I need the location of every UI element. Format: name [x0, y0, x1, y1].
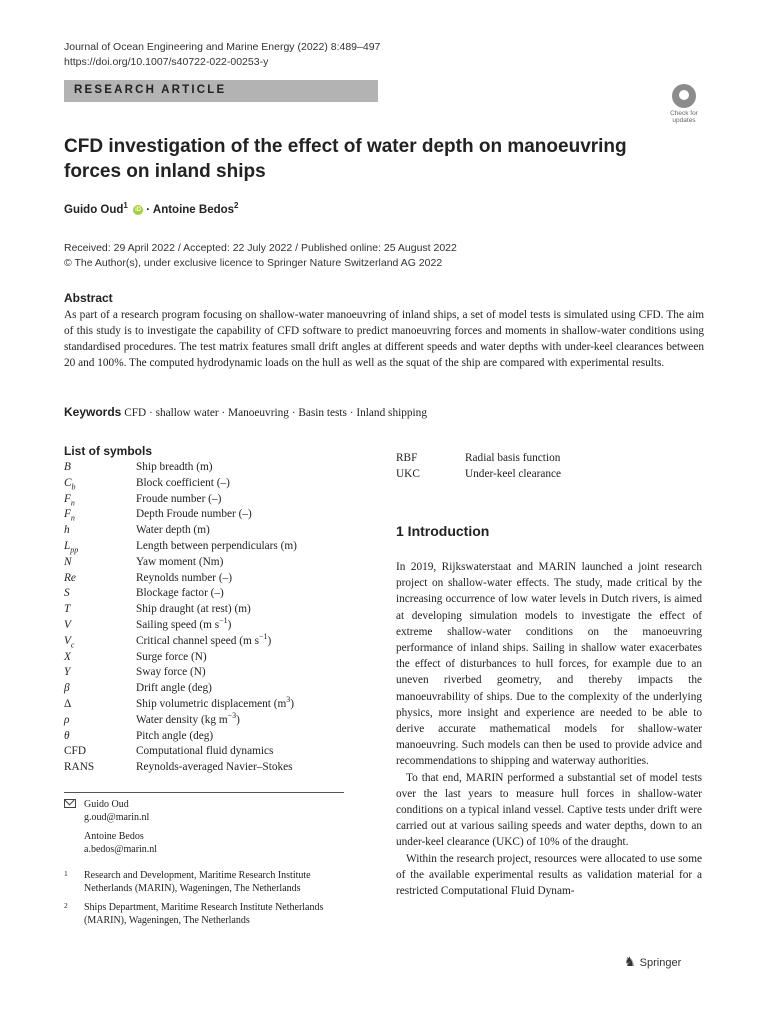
symbol-description-text: Critical channel speed (m s	[136, 634, 259, 647]
symbol-description-text: Drift angle (deg)	[136, 682, 212, 695]
check-updates-line1: Check for	[670, 110, 698, 117]
symbol-description-tail: )	[236, 713, 240, 726]
symbols-table-left	[64, 460, 364, 776]
symbol-row	[64, 697, 364, 713]
symbol-description-text: Sway force (N)	[136, 666, 206, 679]
intro-paragraph: To that end, MARIN performed a substantial set of model tests over the last years to measure hull forces in shallow-water conditions on a typical inland vessel. Captive tests under drift were carried out at various sailing speeds and water depths, down to an under-keel clearance (UKC) of 10% of the draught.	[396, 771, 702, 849]
symbol-letter: RBF	[396, 452, 418, 464]
symbol-letter: h	[64, 524, 70, 537]
symbol-unit-exponent: −1	[258, 632, 268, 641]
copyright-line: © The Author(s), under exclusive licence to Springer Nature Switzerland AG 2022	[64, 257, 443, 269]
check-updates-line2: updates	[672, 117, 696, 124]
symbol-row	[64, 507, 364, 523]
symbol-letter: θ	[64, 729, 70, 742]
symbol-description-text: Reynolds-averaged Navier–Stokes	[136, 761, 293, 774]
symbol	[64, 650, 71, 666]
symbol-description	[465, 451, 560, 467]
history-dates: Received: 29 April 2022 / Accepted: 22 July 2022 / Published online: 25 August 2022	[64, 242, 457, 254]
symbol-description-tail: )	[290, 697, 295, 710]
abstract-text: As part of a research program focusing on shallow-water manoeuvring of inland ships, a set of model tests is simulated using CFD. The aim of this study is to investigate the capability of CFD software to predict manoeuvring forces and moments in shallow-water conditions using standardised procedures. The test matrix features small drift angles at different speeds and water depths with under-keel clearances between 20 and 100%. The computed hydrodynamic loads on the hull as well as the squat of the ship are compared with experimental results.	[64, 309, 704, 369]
symbol-row	[64, 586, 364, 602]
symbol	[64, 602, 70, 618]
symbol-letter: UKC	[396, 467, 420, 480]
symbol	[64, 539, 78, 555]
journal-header	[64, 40, 380, 70]
footnote-rule	[64, 792, 344, 793]
symbol-description-text: Sailing speed (m s	[136, 618, 220, 631]
symbol-unit-exponent: −1	[219, 616, 228, 626]
symbol-letter: F	[64, 492, 71, 505]
symbol-letter: F	[64, 508, 71, 521]
affiliation-number: 2	[64, 901, 68, 910]
symbol-row	[64, 460, 364, 476]
symbol-description-text: Surge force (N)	[136, 650, 207, 663]
symbol-row	[64, 476, 364, 492]
symbol-row	[64, 681, 364, 697]
author-separator: ·	[146, 204, 151, 216]
symbol-row	[64, 555, 364, 571]
correspondence-email[interactable]: g.oud@marin.nl	[84, 812, 150, 823]
envelope-icon	[64, 799, 76, 808]
springer-knight-icon: ♞	[624, 954, 636, 969]
symbol-description	[136, 650, 207, 666]
symbol-subscript: n	[70, 513, 75, 523]
symbol-letter: B	[64, 461, 71, 473]
symbol	[64, 507, 75, 523]
symbol-letter: Δ	[64, 697, 72, 710]
author-name: Guido Oud	[64, 204, 124, 216]
paper-title: CFD investigation of the effect of water depth on manoeuvring forces on inland ships	[64, 136, 627, 182]
symbol	[396, 467, 420, 483]
symbol-letter: N	[64, 555, 72, 568]
symbol-subscript: n	[70, 497, 75, 507]
symbol-row	[64, 744, 364, 760]
symbol-description	[136, 602, 251, 618]
symbol-unit-exponent: 3	[286, 695, 291, 705]
symbol	[64, 492, 75, 508]
symbol-row	[64, 492, 364, 508]
symbol	[64, 697, 71, 713]
correspondence-name: Guido Oud	[84, 799, 129, 810]
introduction-heading: 1 Introduction	[396, 523, 490, 539]
symbol	[64, 665, 70, 681]
publisher-mark	[624, 954, 681, 970]
symbol-description	[136, 586, 224, 602]
symbol-row	[64, 571, 364, 587]
symbol-description-text: Ship draught (at rest) (m)	[136, 603, 251, 616]
symbol-description	[136, 476, 230, 492]
affiliation-line: Ships Department, Maritime Research Institute Netherlands	[84, 902, 324, 913]
doi-link[interactable]: https://doi.org/10.1007/s40722-022-00253-y	[64, 56, 269, 68]
symbol-description-text: Water depth (m)	[136, 524, 210, 537]
affiliation-number: 1	[64, 869, 68, 878]
symbol-row	[64, 618, 364, 634]
symbol-description-text: Under-keel clearance	[465, 467, 562, 480]
symbol-description	[136, 744, 273, 760]
abstract-heading: Abstract	[64, 291, 113, 305]
symbol-row	[396, 467, 696, 483]
symbol-row	[64, 523, 364, 539]
symbols-heading: List of symbols	[64, 444, 153, 458]
symbol-row	[64, 650, 364, 666]
symbol-description	[136, 618, 231, 634]
symbol-description-text: Pitch angle (deg)	[136, 729, 214, 742]
keywords-heading: Keywords	[64, 405, 122, 419]
symbol-row	[396, 451, 696, 467]
symbol-description-text: Radial basis function	[465, 452, 561, 464]
symbol-description	[136, 634, 271, 650]
symbol	[64, 460, 71, 476]
symbol-description-tail: )	[227, 618, 232, 631]
symbol-description	[136, 539, 297, 555]
symbol-description-text: Depth Froude number (–)	[136, 508, 252, 521]
symbol-letter: ρ	[64, 713, 70, 726]
symbols-table-right	[396, 451, 696, 483]
symbol-row	[64, 665, 364, 681]
symbol-description	[136, 571, 232, 587]
affiliation-line: Netherlands (MARIN), Wageningen, The Netherlands	[84, 883, 301, 894]
symbol-description-text: Reynolds number (–)	[136, 571, 233, 584]
symbol-subscript: c	[70, 640, 75, 650]
symbol	[396, 451, 417, 467]
symbol-letter: V	[64, 634, 71, 647]
correspondence-name: Antoine Bedos	[84, 831, 144, 842]
symbol-description	[136, 729, 213, 745]
symbol-row	[64, 602, 364, 618]
symbol-description	[136, 710, 240, 729]
symbol-row	[64, 729, 364, 745]
author-list	[64, 201, 239, 216]
symbol	[64, 634, 74, 650]
symbol	[64, 586, 70, 602]
symbol	[64, 476, 76, 492]
symbol-letter: S	[64, 587, 70, 600]
symbol	[64, 523, 70, 539]
journal-citation: Journal of Ocean Engineering and Marine Energy (2022) 8:489–497	[64, 41, 381, 53]
symbol-row	[64, 634, 364, 650]
intro-paragraph: In 2019, Rijkswaterstaat and MARIN launched a joint research project on shallow-water effects. The study, made critical by the increasing occurrence of low water levels in Dutch rivers, is aimed at developing simulation models to investigate the effect of extreme shallow-water conditions on the manoeuvring performance of inland ships. Sailing in shallow water exacerbates the effect of disturbances to hull forces, for example due to an uneven riverbed geometry, and thereby impacts the manoeuvrability of ships. Due to the complexity of the underlying physics, more insight and experience are needed to be able to derive accurate mathematical models for shallow-water manoeuvring. Such models can then be used to provide advice and recommendations to shipping and waterway authorities.	[396, 561, 702, 768]
author-name: Antoine Bedos	[152, 204, 235, 216]
symbol	[64, 555, 72, 571]
symbol-description	[465, 467, 561, 483]
symbol	[64, 571, 76, 587]
symbol-description	[136, 507, 252, 523]
symbol-description	[136, 492, 221, 508]
symbol-letter: T	[64, 603, 71, 616]
symbol-description	[136, 523, 210, 539]
symbol-description-text: Length between perpendiculars (m)	[136, 539, 297, 552]
symbol-description-text: Ship volumetric displacement (m	[136, 697, 287, 710]
correspondence-email[interactable]: a.bedos@marin.nl	[84, 844, 158, 855]
symbol-letter: RANS	[64, 761, 95, 774]
symbol-description-text: Yaw moment (Nm)	[136, 555, 224, 568]
symbol-description	[136, 760, 293, 776]
affiliation-line: Research and Development, Maritime Research Institute	[84, 870, 311, 881]
author-affiliation-mark: 1	[123, 201, 128, 211]
symbol-description	[136, 555, 223, 571]
article-type-label: RESEARCH ARTICLE	[74, 84, 227, 96]
symbol	[64, 744, 86, 760]
publication-dates	[64, 241, 457, 271]
symbol	[64, 760, 94, 776]
intro-paragraph: Within the research project, resources were allocated to use some of the available experimental results as validation material for a restricted Computational Fluid Dynam-	[396, 852, 702, 898]
symbol-row	[64, 710, 364, 729]
symbol-subscript: pp	[70, 545, 79, 555]
symbol-letter: V	[64, 618, 71, 631]
keywords-list: CFD · shallow water · Manoeuvring · Basin tests · Inland shipping	[124, 407, 427, 419]
symbol-row	[64, 760, 364, 776]
symbol-letter: Y	[64, 666, 71, 679]
symbol-description-text: Water density (kg m	[136, 713, 228, 726]
symbol-description-text: Block coefficient (–)	[136, 476, 230, 489]
author-affiliation-mark: 2	[234, 201, 239, 211]
symbol-unit-exponent: −3	[227, 710, 237, 720]
symbol-letter: X	[64, 650, 71, 663]
symbol-description-text: Ship breadth (m)	[136, 461, 213, 473]
orcid-icon[interactable]: iD	[135, 206, 142, 213]
symbol-letter: CFD	[64, 745, 86, 758]
symbol-description	[136, 460, 213, 476]
symbol	[64, 729, 70, 745]
symbol-subscript: b	[71, 482, 76, 492]
symbol-row	[64, 539, 364, 555]
introduction-text	[396, 559, 702, 899]
symbol-description	[136, 665, 206, 681]
keywords	[64, 405, 427, 419]
symbol-letter: β	[64, 682, 70, 695]
symbol-description-text: Computational fluid dynamics	[136, 745, 274, 758]
affiliation-line: (MARIN), Wageningen, The Netherlands	[84, 915, 250, 926]
symbol	[64, 681, 70, 697]
check-for-updates-badge[interactable]	[664, 82, 704, 124]
symbol	[64, 713, 69, 729]
publisher-name: Springer	[639, 957, 682, 969]
symbol-description-text: Blockage factor (–)	[136, 587, 224, 600]
symbol-description-text: Froude number (–)	[136, 492, 222, 505]
symbol-description	[136, 681, 212, 697]
symbol-letter: C	[64, 476, 72, 489]
symbol	[64, 618, 71, 634]
symbol-letter: Re	[64, 571, 76, 584]
symbol-description-tail: )	[267, 634, 272, 647]
symbol-description	[136, 697, 294, 713]
check-updates-icon	[672, 84, 696, 108]
symbol-letter: L	[64, 539, 71, 552]
